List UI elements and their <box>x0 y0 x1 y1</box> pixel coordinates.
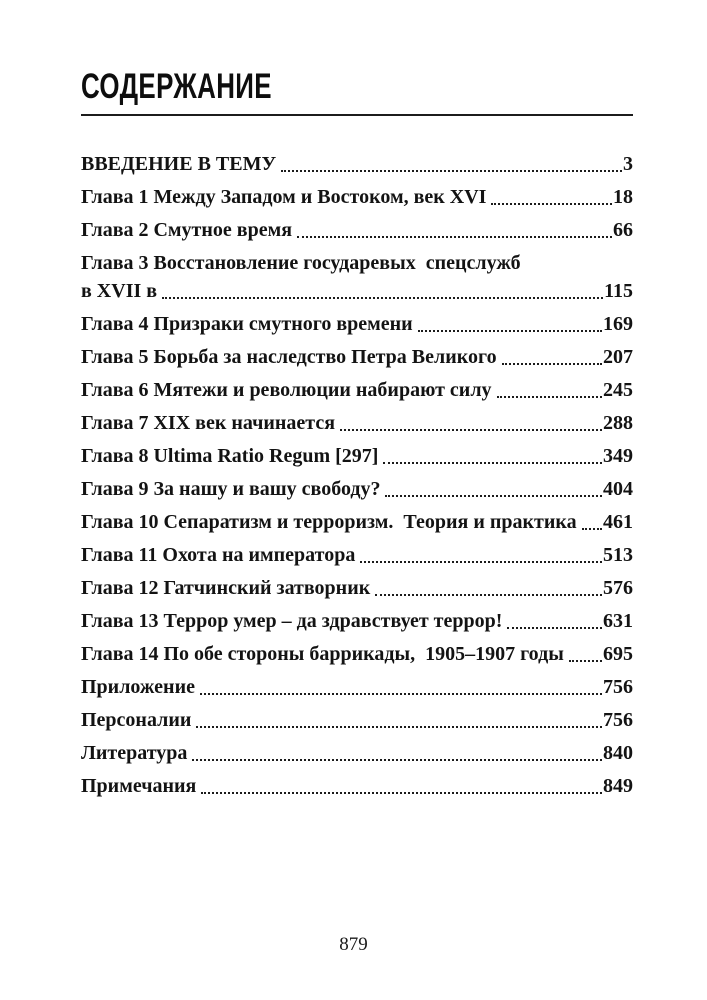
toc-entry[interactable] <box>81 607 633 635</box>
toc-entry[interactable] <box>81 409 633 437</box>
toc-entry-page: 756 <box>603 676 633 698</box>
toc-entry[interactable] <box>81 541 633 569</box>
toc-entry-label: Глава 5 Борьба за наследство Петра Великого <box>81 346 497 368</box>
toc-entry-label: ВВЕДЕНИЕ В ТЕМУ <box>81 153 277 175</box>
toc-entry-page: 513 <box>603 544 633 566</box>
toc-entry-page: 66 <box>613 219 633 241</box>
dot-leader <box>297 236 612 238</box>
toc-entry-label: Глава 2 Смутное время <box>81 219 293 241</box>
dot-leader <box>383 462 602 464</box>
toc-entry-label: Примечания <box>81 775 197 797</box>
dot-leader <box>569 660 602 662</box>
toc-entry[interactable] <box>81 310 633 338</box>
toc-entry-page: 461 <box>603 511 633 533</box>
dot-leader <box>200 693 602 695</box>
toc-entry-label: Приложение <box>81 676 195 698</box>
toc-entry-page: 756 <box>603 709 633 731</box>
toc-entry-label: Глава 9 За нашу и вашу свободу? <box>81 478 381 500</box>
toc-entry-label: Глава 14 По обе стороны баррикады, 1905–1907 годы <box>81 643 564 665</box>
toc-entry[interactable] <box>81 772 633 800</box>
toc-entry-label: Глава 12 Гатчинский затворник <box>81 577 371 599</box>
title-rule <box>81 114 633 116</box>
dot-leader <box>385 495 602 497</box>
toc-entry[interactable] <box>81 640 633 668</box>
toc-entry[interactable] <box>81 508 633 536</box>
toc-entry-label: Литература <box>81 742 188 764</box>
toc-entry-page: 631 <box>603 610 633 632</box>
dot-leader <box>491 203 612 205</box>
dot-leader <box>192 759 602 761</box>
toc-entry-label: Глава 8 Ultima Ratio Regum [297] <box>81 445 379 467</box>
toc-entry[interactable] <box>81 277 633 305</box>
toc-entry-page: 207 <box>603 346 633 368</box>
dot-leader <box>162 297 603 299</box>
dot-leader <box>507 627 602 629</box>
toc-entry-page: 115 <box>604 280 633 302</box>
dot-leader <box>375 594 602 596</box>
toc-entry[interactable] <box>81 739 633 767</box>
toc-content <box>81 67 633 805</box>
dot-leader <box>196 726 602 728</box>
toc-entry[interactable] <box>81 376 633 404</box>
toc-entry[interactable] <box>81 475 633 503</box>
toc-entry-label: в XVII в <box>81 280 158 302</box>
toc-entry-label: Персоналии <box>81 709 192 731</box>
toc-entry-label: Глава 1 Между Западом и Востоком, век XVI <box>81 186 487 208</box>
toc-entry-label: Глава 6 Мятежи и революции набирают силу <box>81 379 492 401</box>
dot-leader <box>340 429 602 431</box>
toc-entry-label: Глава 4 Призраки смутного времени <box>81 313 413 335</box>
dot-leader <box>360 561 602 563</box>
dot-leader <box>201 792 602 794</box>
toc-entry[interactable] <box>81 673 633 701</box>
toc-entry[interactable] <box>81 343 633 371</box>
toc-list <box>81 150 633 800</box>
toc-entry-page: 288 <box>603 412 633 434</box>
toc-entry-label: Глава 3 Восстановление государевых спецслужб <box>81 252 521 274</box>
toc-entry-page: 576 <box>603 577 633 599</box>
dot-leader <box>281 170 622 172</box>
toc-entry-page: 349 <box>603 445 633 467</box>
toc-entry-page: 169 <box>603 313 633 335</box>
dot-leader <box>497 396 602 398</box>
toc-entry-label: Глава 11 Охота на императора <box>81 544 356 566</box>
dot-leader <box>582 528 602 530</box>
toc-entry-label: Глава 7 XIX век начинается <box>81 412 336 434</box>
toc-entry-label: Глава 13 Террор умер – да здравствует террор! <box>81 610 503 632</box>
toc-entry-page: 245 <box>603 379 633 401</box>
dot-leader <box>418 330 602 332</box>
toc-entry-page: 840 <box>603 742 633 764</box>
toc-entry-label: Глава 10 Сепаратизм и терроризм. Теория и практика <box>81 511 577 533</box>
toc-entry[interactable] <box>81 216 633 244</box>
toc-entry[interactable] <box>81 150 633 178</box>
page-number: 879 <box>339 934 368 955</box>
toc-entry-page: 3 <box>623 153 633 175</box>
toc-entry[interactable] <box>81 442 633 470</box>
page-title: СОДЕРЖАНИЕ <box>81 67 272 106</box>
toc-entry-page: 18 <box>613 186 633 208</box>
toc-entry-page: 695 <box>603 643 633 665</box>
toc-entry-page: 404 <box>603 478 633 500</box>
toc-entry[interactable] <box>81 249 633 277</box>
toc-entry[interactable] <box>81 574 633 602</box>
toc-entry[interactable] <box>81 183 633 211</box>
toc-entry-page: 849 <box>603 775 633 797</box>
dot-leader <box>502 363 602 365</box>
toc-entry[interactable] <box>81 706 633 734</box>
